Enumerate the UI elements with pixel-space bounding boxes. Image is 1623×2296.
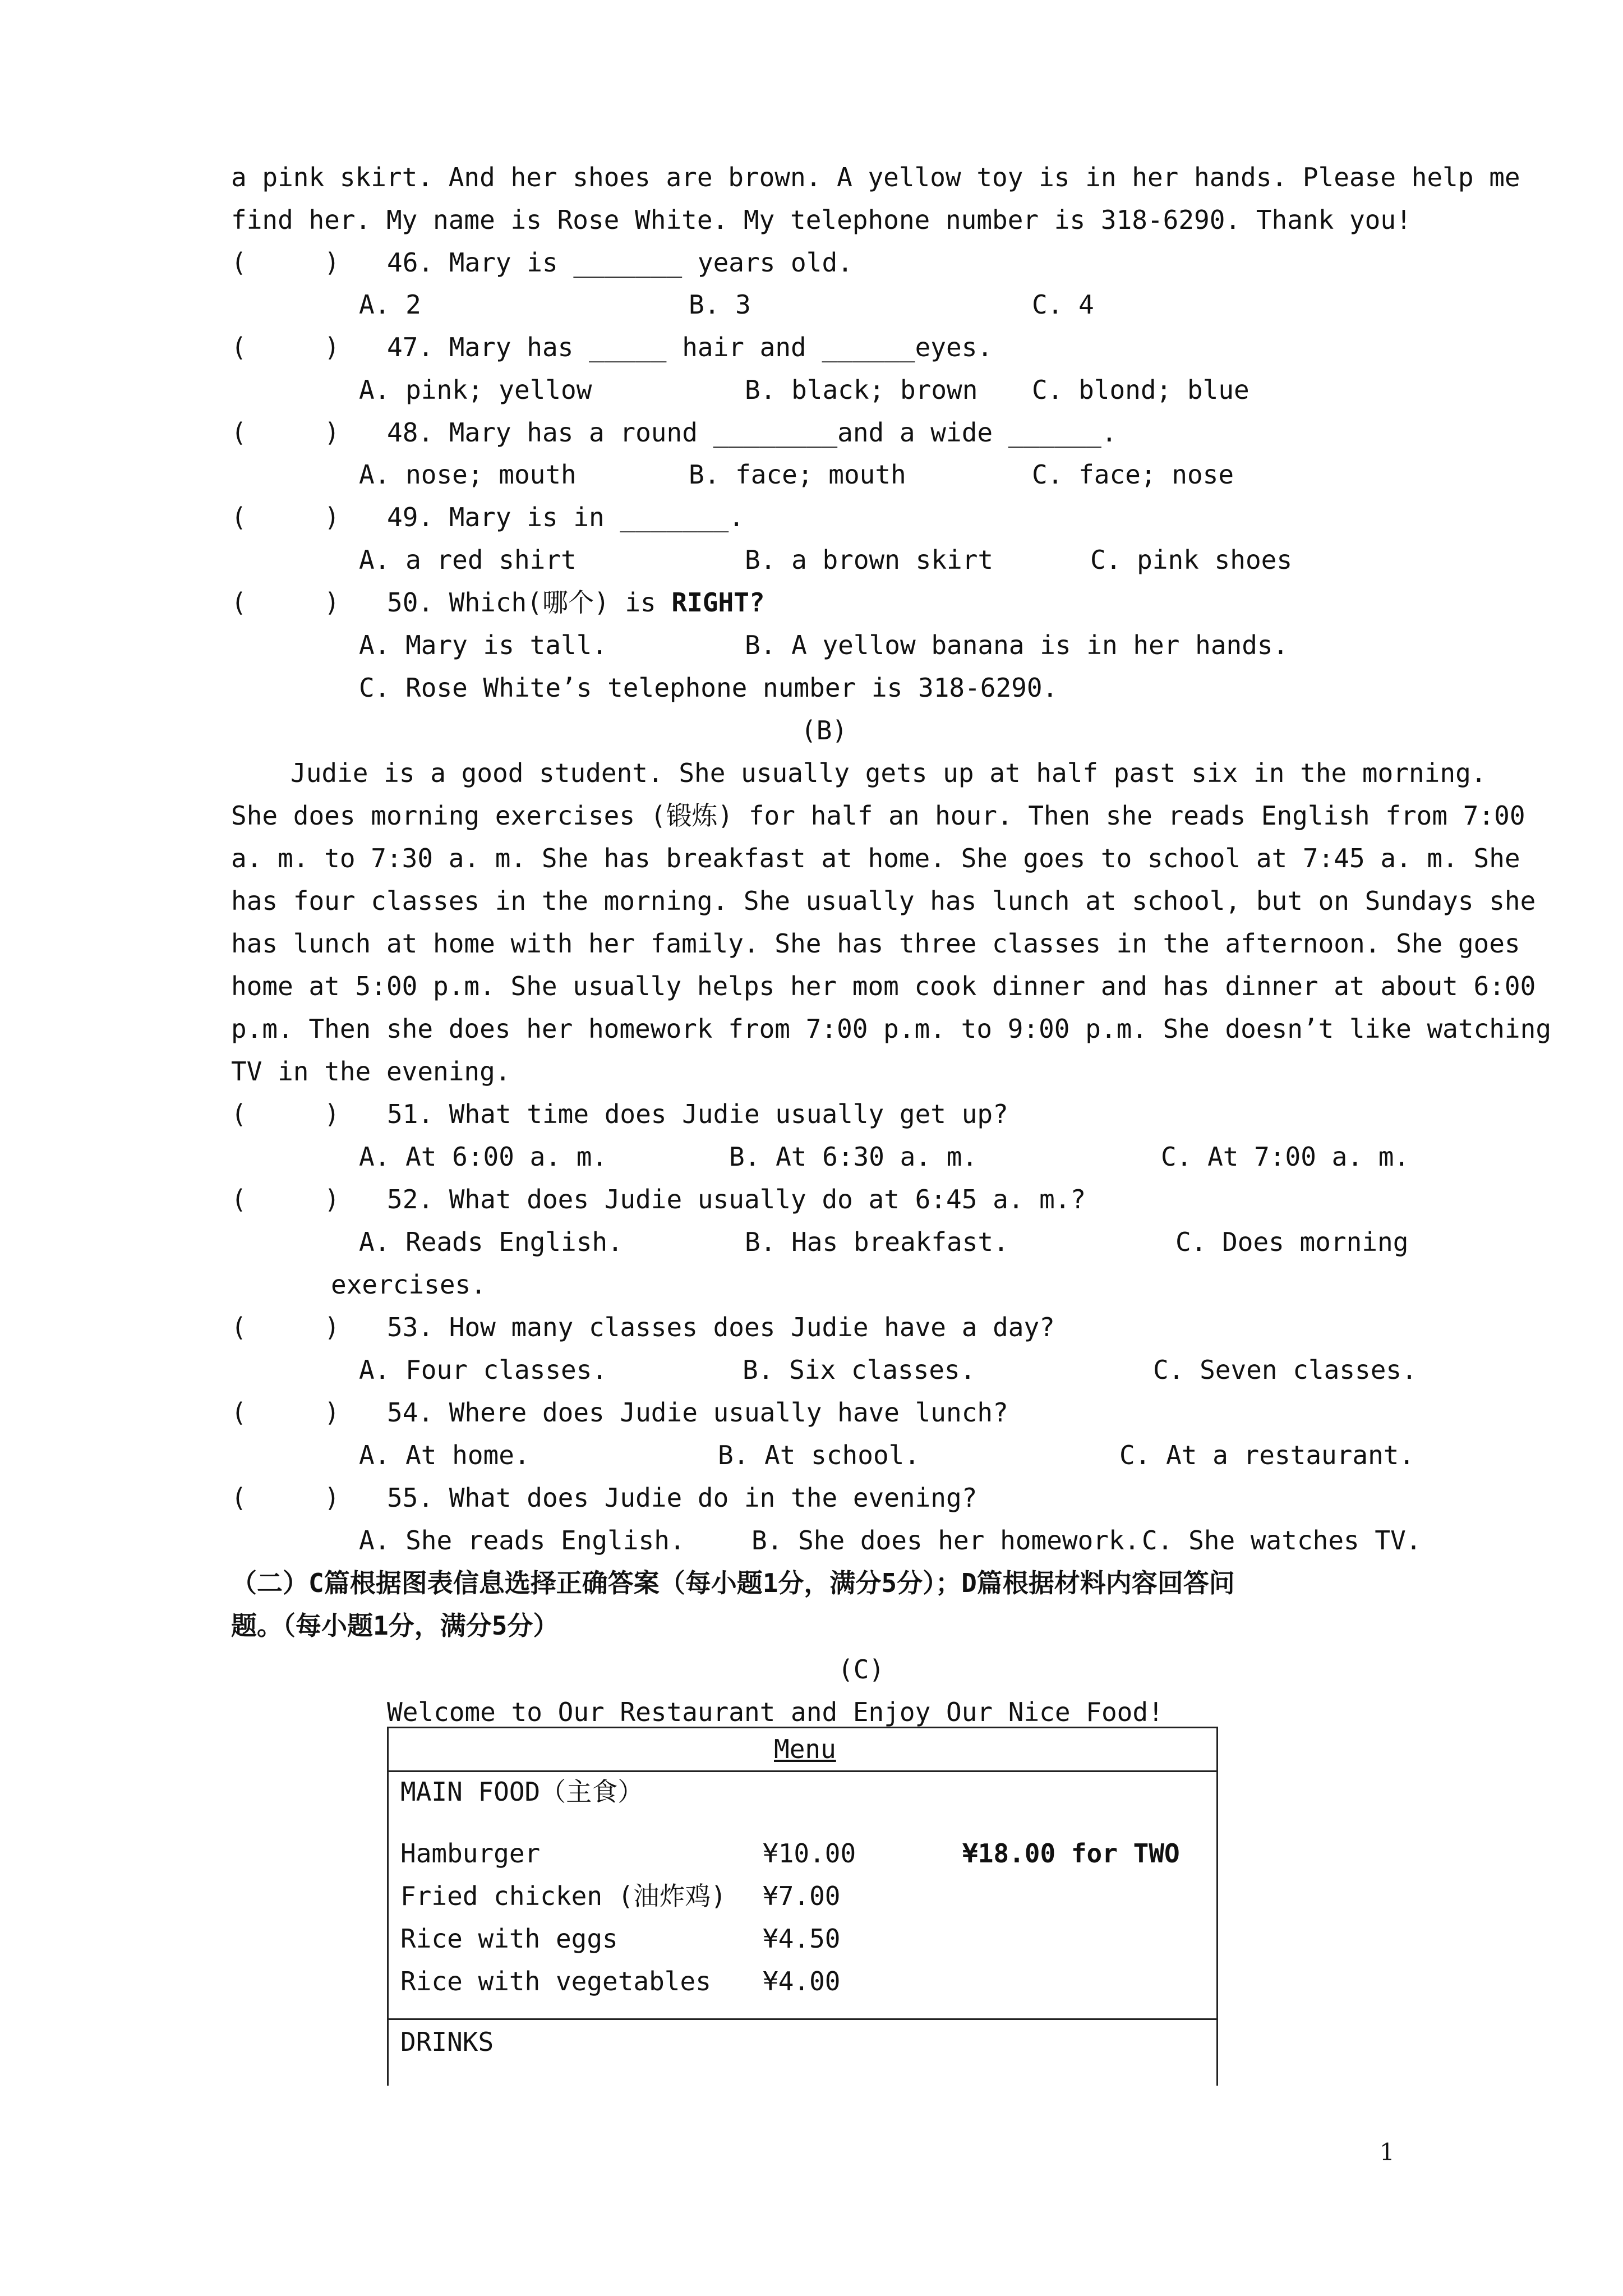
page-number: 1	[1380, 2138, 1395, 2166]
menu-divider	[387, 1770, 1218, 1772]
question-49-stem: 49. Mary is in _______.	[387, 502, 744, 532]
q51-option-a: A. At 6:00 a. m.	[359, 1142, 608, 1172]
q55-option-c: C. She watches TV.	[1142, 1525, 1422, 1556]
passage-b-line: has four classes in the morning. She usually has lunch at school, but on Sundays she	[231, 886, 1536, 916]
q53-option-b: B. Six classes.	[743, 1355, 976, 1385]
answer-blank[interactable]: ( )	[231, 417, 340, 448]
passage-b-line: home at 5:00 p.m. She usually helps her mom cook dinner and has dinner at about 6:00	[231, 971, 1536, 1001]
passage-b-line: She does morning exercises (锻炼) for half an hour. Then she reads English from 7:00	[231, 800, 1525, 831]
drinks-header: DRINKS	[400, 2027, 494, 2057]
menu-divider	[387, 2018, 1218, 2020]
passage-a-line: find her. My name is Rose White. My telephone number is 318-6290. Thank you!	[231, 205, 1412, 235]
menu-item-offer: ¥18.00 for TWO	[962, 1838, 1180, 1869]
q49-option-c: C. pink shoes	[1090, 545, 1293, 575]
q48-option-b: B. face; mouth	[689, 459, 906, 490]
restaurant-title: Welcome to Our Restaurant and Enjoy Our Nice Food!	[387, 1697, 1164, 1727]
answer-blank[interactable]: ( )	[231, 247, 340, 278]
q47-option-c: C. blond; blue	[1032, 375, 1249, 405]
question-50-stem: 50. Which(哪个) is RIGHT?	[387, 587, 765, 618]
q50-option-c: C. Rose White’s telephone number is 318-6290.	[359, 673, 1058, 703]
q55-option-b: B. She does her homework.	[751, 1525, 1140, 1556]
question-47-stem: 47. Mary has _____ hair and ______eyes.	[387, 332, 993, 362]
section-c-title: (C)	[838, 1654, 885, 1685]
q50-option-a: A. Mary is tall.	[359, 630, 608, 660]
q53-option-a: A. Four classes.	[359, 1355, 608, 1385]
answer-blank[interactable]: ( )	[231, 1184, 340, 1214]
q52-option-a: A. Reads English.	[359, 1227, 623, 1257]
question-52-stem: 52. What does Judie usually do at 6:45 a. m.?	[387, 1184, 1086, 1214]
q48-option-a: A. nose; mouth	[359, 459, 577, 490]
passage-a-line: a pink skirt. And her shoes are brown. A yellow toy is in her hands. Please help me	[231, 162, 1520, 192]
menu-item-name: Fried chicken (油炸鸡)	[400, 1881, 727, 1911]
menu-title: Menu	[774, 1734, 836, 1764]
passage-b-line: has lunch at home with her family. She has three classes in the afternoon. She goes	[231, 928, 1520, 959]
answer-blank[interactable]: ( )	[231, 502, 340, 532]
passage-b-line: p.m. Then she does her homework from 7:00 p.m. to 9:00 p.m. She doesn’t like watching	[231, 1014, 1552, 1044]
passage-b-line: TV in the evening.	[231, 1056, 511, 1087]
answer-blank[interactable]: ( )	[231, 1397, 340, 1428]
answer-blank[interactable]: ( )	[231, 1312, 340, 1342]
q50-option-b: B. A yellow banana is in her hands.	[745, 630, 1289, 660]
menu-item-price: ¥10.00	[763, 1838, 856, 1869]
question-51-stem: 51. What time does Judie usually get up?	[387, 1099, 1008, 1129]
answer-blank[interactable]: ( )	[231, 332, 340, 362]
q54-option-c: C. At a restaurant.	[1119, 1440, 1415, 1470]
q46-option-a: A. 2	[359, 289, 421, 320]
menu-item-name: Rice with eggs	[400, 1924, 618, 1954]
menu-item-price: ¥7.00	[763, 1881, 841, 1911]
menu-item-name: Hamburger	[400, 1838, 541, 1869]
q54-option-b: B. At school.	[718, 1440, 920, 1470]
question-46-stem: 46. Mary is _______ years old.	[387, 247, 853, 278]
q54-option-a: A. At home.	[359, 1440, 530, 1470]
q51-option-b: B. At 6:30 a. m.	[729, 1142, 978, 1172]
menu-item-price: ¥4.50	[763, 1924, 841, 1954]
q55-option-a: A. She reads English.	[359, 1525, 685, 1556]
menu-item-name: Rice with vegetables	[400, 1966, 711, 1996]
question-54-stem: 54. Where does Judie usually have lunch?	[387, 1397, 1008, 1428]
main-food-header: MAIN FOOD（主食）	[400, 1777, 644, 1807]
q52-option-c-cont: exercises.	[331, 1269, 486, 1300]
q46-option-b: B. 3	[689, 289, 751, 320]
answer-blank[interactable]: ( )	[231, 1099, 340, 1129]
part2-heading: （二）C篇根据图表信息选择正确答案（每小题1分，满分5分）；D篇根据材料内容回答问	[231, 1568, 1235, 1598]
q48-option-c: C. face; nose	[1032, 459, 1234, 490]
q51-option-c: C. At 7:00 a. m.	[1161, 1142, 1410, 1172]
question-48-stem: 48. Mary has a round ________and a wide ______.	[387, 417, 1117, 448]
q46-option-c: C. 4	[1032, 289, 1094, 320]
passage-b-line: Judie is a good student. She usually gets up at half past six in the morning.	[291, 758, 1487, 788]
q47-option-b: B. black; brown	[745, 375, 978, 405]
q52-option-c: C. Does morning	[1175, 1227, 1409, 1257]
question-53-stem: 53. How many classes does Judie have a day?	[387, 1312, 1055, 1342]
part2-heading: 题。（每小题1分，满分5分）	[231, 1611, 559, 1641]
q52-option-b: B. Has breakfast.	[745, 1227, 1009, 1257]
q49-option-b: B. a brown skirt	[745, 545, 994, 575]
answer-blank[interactable]: ( )	[231, 587, 340, 618]
q49-option-a: A. a red shirt	[359, 545, 577, 575]
q53-option-c: C. Seven classes.	[1153, 1355, 1417, 1385]
answer-blank[interactable]: ( )	[231, 1483, 340, 1513]
menu-item-price: ¥4.00	[763, 1966, 841, 1996]
question-55-stem: 55. What does Judie do in the evening?	[387, 1483, 978, 1513]
q47-option-a: A. pink; yellow	[359, 375, 592, 405]
passage-b-line: a. m. to 7:30 a. m. She has breakfast at home. She goes to school at 7:45 a. m. She	[231, 843, 1520, 873]
section-b-title: (B)	[801, 715, 848, 746]
